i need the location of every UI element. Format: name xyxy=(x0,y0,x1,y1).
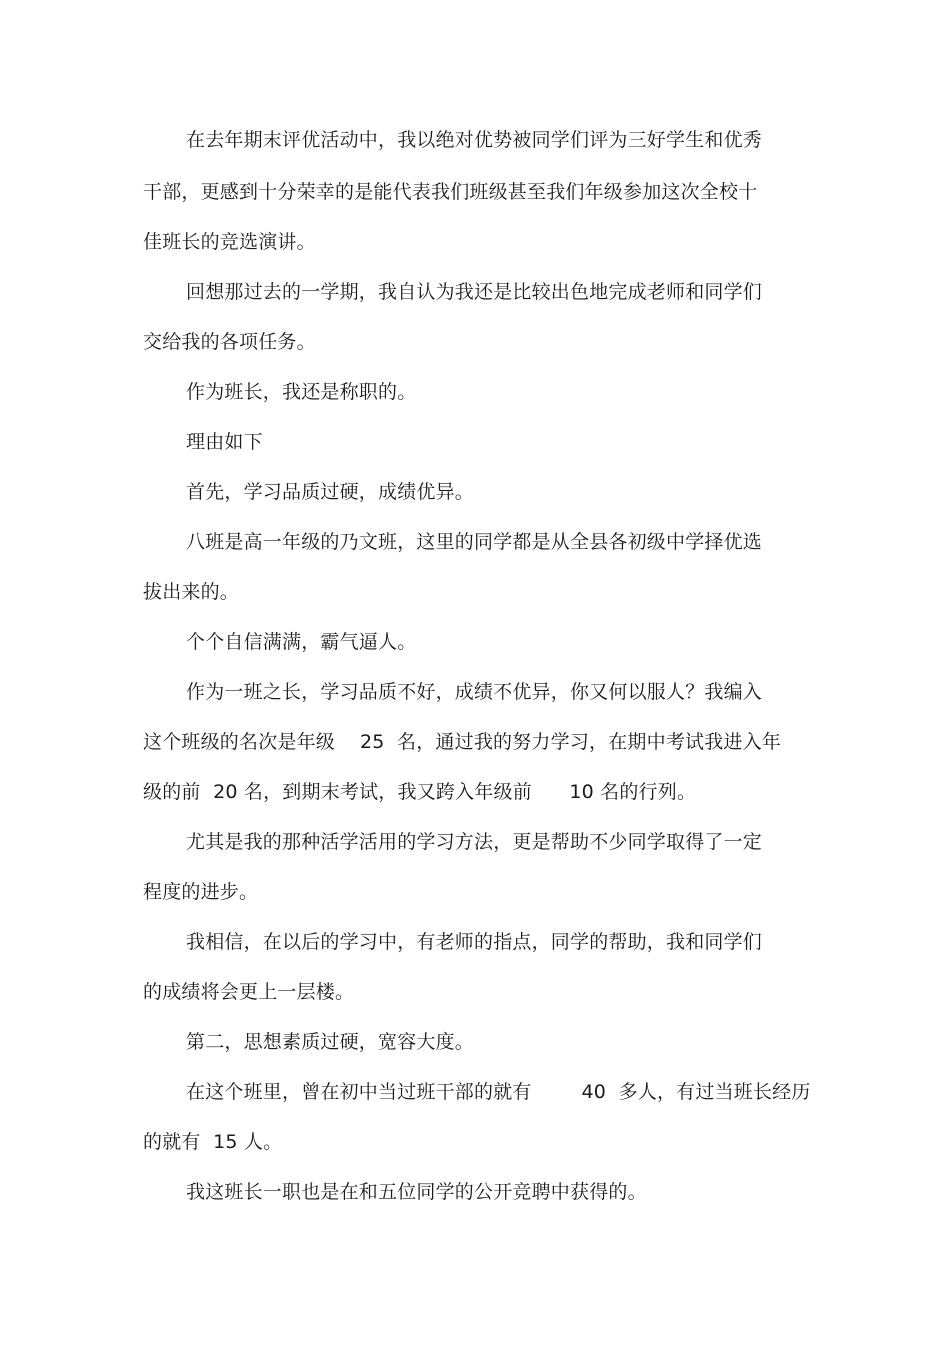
text-line: 第二，思想素质过硬，宽容大度。 xyxy=(186,1031,475,1053)
text-line: 作为班长，我还是称职的。 xyxy=(186,381,417,403)
text-line: 这个班级的名次是年级 25 名，通过我的努力学习，在期中考试我进入年 xyxy=(143,731,782,753)
text-line: 作为一班之长，学习品质不好，成绩不优异，你又何以服人？我编入 xyxy=(186,681,763,703)
text-line: 个个自信满满，霸气逼人。 xyxy=(186,631,417,653)
text-line: 我这班长一职也是在和五位同学的公开竞聘中获得的。 xyxy=(186,1181,647,1203)
text-line: 回想那过去的一学期，我自认为我还是比较出色地完成老师和同学们 xyxy=(186,281,763,303)
text-line: 级的前 20 名，到期末考试，我又跨入年级前 10 名的行列。 xyxy=(143,781,697,803)
text-line: 在这个班里，曾在初中当过班干部的就有 40 多人，有过当班长经历 xyxy=(186,1081,811,1103)
text-line: 程度的进步。 xyxy=(143,881,259,903)
text-line: 理由如下 xyxy=(186,431,263,453)
text-line: 首先，学习品质过硬，成绩优异。 xyxy=(186,481,475,503)
text-line: 交给我的各项任务。 xyxy=(143,331,316,353)
text-line: 的成绩将会更上一层楼。 xyxy=(143,981,355,1003)
text-line: 在去年期末评优活动中，我以绝对优势被同学们评为三好学生和优秀 xyxy=(186,129,763,151)
text-line: 佳班长的竞选演讲。 xyxy=(143,231,316,253)
text-line: 我相信，在以后的学习中，有老师的指点，同学的帮助，我和同学们 xyxy=(186,931,763,953)
text-line: 干部，更感到十分荣幸的是能代表我们班级甚至我们年级参加这次全校十 xyxy=(143,181,758,203)
text-line: 的就有 15 人。 xyxy=(143,1131,283,1153)
text-line: 拔出来的。 xyxy=(143,581,240,603)
text-line: 八班是高一年级的乃文班，这里的同学都是从全县各初级中学择优选 xyxy=(186,531,763,553)
text-line: 尤其是我的那种活学活用的学习方法，更是帮助不少同学取得了一定 xyxy=(186,831,763,853)
